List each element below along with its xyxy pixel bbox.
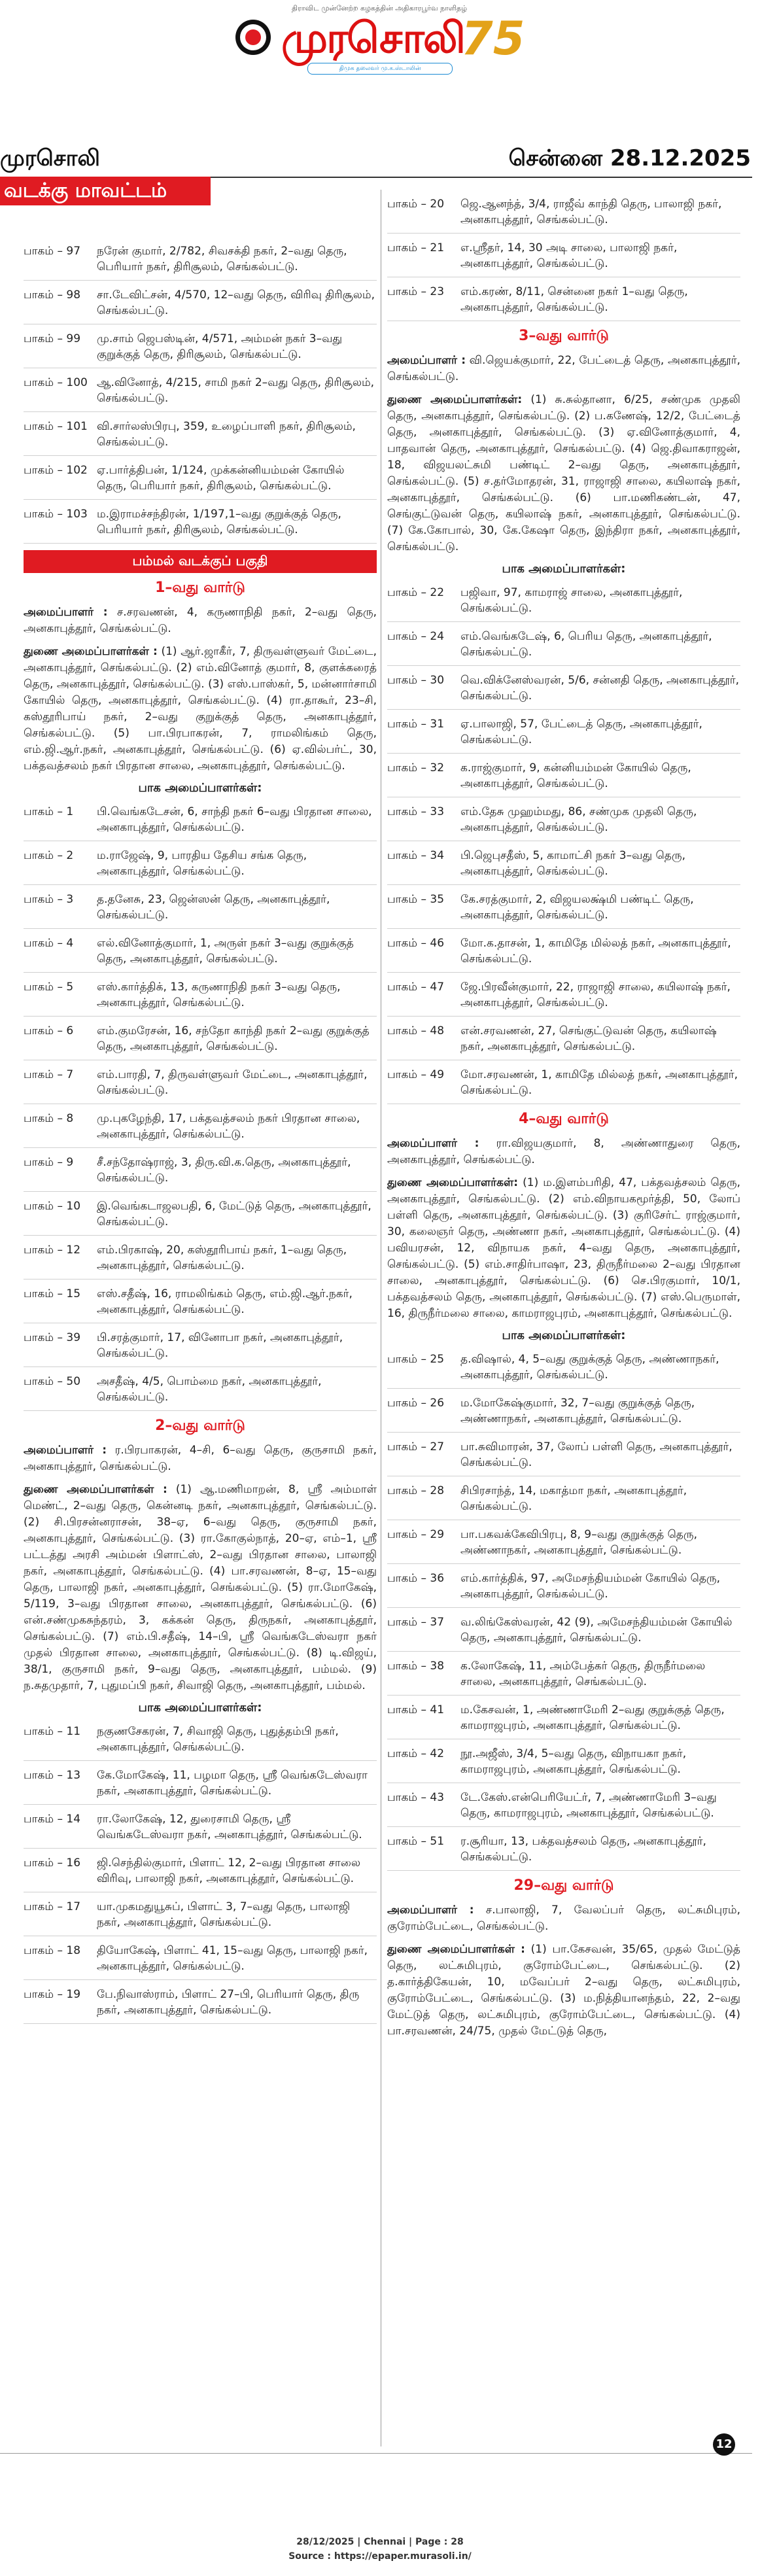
part-number: பாகம் – 19 xyxy=(24,1988,81,2001)
part-organiser-entry: எஸ்.சதீஷ், 16, ராமலிங்கம் தெரு, எம்.ஜி.ஆர்.நகர், அனகாபுத்தூர், செங்கல்பட்டு. xyxy=(97,1287,353,1316)
part-number: பாகம் – 9 xyxy=(24,1156,74,1169)
part-organiser-entry: ர.சூரியா, 13, பக்தவத்சலம் தெரு, அனகாபுத்தூர், செங்கல்பட்டு. xyxy=(460,1835,706,1864)
table-row xyxy=(24,848,377,885)
part-list xyxy=(387,196,740,321)
part-organiser-entry: கே.மோகேஷ், 11, பழமா தெரு, ஸ்ரீ வெங்கடேஸ்வரா நகர், அனகாபுத்தூர், செங்கல்பட்டு. xyxy=(97,1769,368,1798)
ward-title: 3–வது வார்டு xyxy=(519,328,609,344)
organiser: அமைப்பாளர் : ரா.விஜயகுமார், 8, அண்ணாதுரை தெரு, அனகாபுத்தூர், செங்கல்பட்டு. xyxy=(387,1137,741,1166)
table-row xyxy=(24,1067,377,1104)
part-organiser-entry: நூ.அஜீஸ், 3/4, 5–வது தெரு, விநாயகா நகர், காமராஜபுரம், அனகாபுத்தூர், செங்கல்பட்டு. xyxy=(460,1747,687,1776)
organiser: அமைப்பாளர் : ச.பாலாஜி, 7, வேலப்பர் தெரு, லட்சுமிபுரம், குரோம்பேட்டை, செங்கல்பட்டு. xyxy=(387,1904,740,1933)
part-organiser-entry: மு.புகழேந்தி, 17, பக்தவத்சலம் நகர் பிரதான சாலை, அனகாபுத்தூர், செங்கல்பட்டு. xyxy=(97,1112,360,1141)
table-row xyxy=(387,1571,740,1608)
table-row xyxy=(24,1811,377,1849)
ward-title: 29–வது வார்டு xyxy=(513,1877,614,1894)
part-number: பாகம் – 7 xyxy=(24,1068,74,1081)
part-organiser-entry: எல்.வினோத்குமார், 1, அருள் நகர் 3–வது குறுக்குத் தெரு, அனகாபுத்தூர், செங்கல்பட்டு. xyxy=(97,937,354,966)
part-number: பாகம் – 22 xyxy=(387,586,445,599)
table-row xyxy=(387,585,740,622)
ward-title: 1–வது வார்டு xyxy=(155,580,245,596)
bottom-rule xyxy=(0,2453,752,2454)
deputy-organisers: துணை அமைப்பாளர்கள் : (1) பா.கேசவன், 35/65, முதல் மேட்டுத் தெரு, லட்சுமிபுரம், குரோம்பேட்டை, செங்கல்பட்டு. (2) த.கார்த்திகேயன், 10, மவேப்பர் 2–வது தெரு, லட்சுமிபுரம், குரோம்பேட்டை, செங்கல்பட்டு. (3) ம.நித்தியானந்தம், 22, 2–வது மேட்டுத் தெரு, லட்சுமிபுரம், குரோம்பேட்டை, செங்கல்பட்டு. (4) பா.சரவணன், 24/75, முதல் மேட்டுத் தெரு, xyxy=(387,1943,740,2038)
part-organisers-heading: பாக அமைப்பாளர்கள்: xyxy=(502,562,626,576)
ward-title: 2–வது வார்டு xyxy=(155,1418,245,1434)
part-number: பாகம் – 27 xyxy=(387,1440,445,1453)
left-column xyxy=(24,243,377,2030)
part-number: பாகம் – 26 xyxy=(387,1397,445,1410)
table-row xyxy=(24,892,377,929)
table-row xyxy=(387,1658,740,1696)
part-organiser-entry: க.லோகேஷ், 11, அம்பேத்கர் தெரு, திருநீர்மலை சாலை, அனகாபுத்தூர், செங்கல்பட்டு. xyxy=(460,1660,706,1688)
part-list xyxy=(387,585,740,1104)
city-date: சென்னை 28.12.2025 xyxy=(508,145,751,171)
part-number: பாகம் – 16 xyxy=(24,1856,81,1870)
part-number: பாகம் – 29 xyxy=(387,1528,445,1541)
part-number: பாகம் – 25 xyxy=(387,1353,445,1366)
part-list xyxy=(387,1351,740,1871)
table-row xyxy=(24,462,377,500)
table-row xyxy=(24,287,377,324)
part-number: பாகம் – 13 xyxy=(24,1769,81,1782)
paper-name: முரசொலி xyxy=(0,145,100,171)
part-organiser-entry: பஜிவா, 97, காமராஜ் சாலை, அனகாபுத்தூர், செங்கல்பட்டு. xyxy=(460,586,683,615)
part-organiser-entry: யா.முகமதுயூசுப், பிளாட் 3, 7–வது தெரு, பாலாஜி நகர், அனகாபுத்தூர், செங்கல்பட்டு. xyxy=(97,1900,351,1929)
part-number: பாகம் – 99 xyxy=(24,332,81,345)
part-number: பாகம் – 21 xyxy=(387,241,445,254)
part-number: பாகம் – 43 xyxy=(387,1791,445,1804)
part-number: பாகம் – 6 xyxy=(24,1024,74,1037)
part-organiser-entry: எம்.பாரதி, 7, திருவள்ளுவர் மேட்டை, அனகாபுத்தூர், செங்கல்பட்டு. xyxy=(97,1068,368,1097)
part-organiser-entry: மோ.சரவணன், 1, காமிதே மில்லத் நகர், அனகாபுத்தூர், செங்கல்பட்டு. xyxy=(460,1068,738,1097)
table-row xyxy=(387,240,740,277)
part-organiser-entry: கே.சரத்குமார், 2, விஜயலக்ஷ்மி பண்டிட் தெரு, அனகாபுத்தூர், செங்கல்பட்டு. xyxy=(460,893,694,922)
part-organiser-entry: ஏ.பார்த்திபன், 1/124, முக்கன்னியம்மன் கோயில் தெரு, பெரியார் நகர், திரிசூலம், செங்கல்பட்டு. xyxy=(97,464,345,493)
table-row xyxy=(24,804,377,841)
table-row xyxy=(387,1527,740,1564)
table-row xyxy=(24,1111,377,1148)
organiser: அமைப்பாளர் : ர.பிரபாகரன், 4–சி, 6–வது தெரு, குருசாமி நகர், அனகாபுத்தூர், செங்கல்பட்டு. xyxy=(24,1444,377,1473)
table-row xyxy=(387,716,740,754)
right-column xyxy=(387,196,740,2046)
table-row xyxy=(24,331,377,368)
table-row xyxy=(24,506,377,544)
part-organiser-entry: டே.கேஸ்.என்பெரியேட்ர், 7, அண்ணாமேரி 3–வது தெரு, காமராஜபுரம், அனகாபுத்தூர், செங்கல்பட்டு. xyxy=(460,1791,717,1820)
part-organiser-entry: நகுணசேகரன், 7, சிவாஜி தெரு, புதுத்தம்பி நகர், அனகாபுத்தூர், செங்கல்பட்டு. xyxy=(97,1725,339,1754)
organiser: அமைப்பாளர் : வி.ஜெயக்குமார், 22, பேட்டைத் தெரு, அனகாபுத்தூர், செங்கல்பட்டு. xyxy=(387,354,741,383)
part-number: பாகம் – 38 xyxy=(387,1660,445,1673)
table-row xyxy=(387,196,740,234)
table-row xyxy=(387,1439,740,1476)
table-row xyxy=(387,935,740,973)
masthead-logo: முரசொலி xyxy=(281,14,464,63)
part-number: பாகம் – 4 xyxy=(24,937,74,950)
organiser: அமைப்பாளர் : ச.சரவணன், 4, கருணாநிதி நகர், 2–வது தெரு, அனகாபுத்தூர், செங்கல்பட்டு. xyxy=(24,606,377,635)
masthead xyxy=(0,0,760,92)
part-organiser-entry: எம்.கார்த்திக், 97, அமேசந்தியம்மன் கோயில் தெரு, அனகாபுத்தூர், செங்கல்பட்டு. xyxy=(460,1572,721,1601)
table-row xyxy=(24,935,377,973)
part-organiser-entry: இ.வெங்கடாஜலபதி, 6, மேட்டுத் தெரு, அனகாபுத்தூர், செங்கல்பட்டு. xyxy=(97,1200,371,1228)
part-organiser-entry: ஜே.பிரவீன்குமார், 22, ராஜாஜி சாலை, கயிலாஷ் நகர், அனகாபுத்தூர், செங்கல்பட்டு. xyxy=(460,981,731,1009)
part-number: பாகம் – 15 xyxy=(24,1287,81,1300)
part-organiser-entry: ம.கேசவன், 1, அண்ணாமேரி 2–வது குறுக்குத் தெரு, காமராஜபுரம், அனகாபுத்தூர், செங்கல்பட்டு. xyxy=(460,1703,725,1732)
part-organisers-heading: பாக அமைப்பாளர்கள்: xyxy=(138,1701,262,1714)
part-organiser-entry: ரா.லோகேஷ், 12, துரைசாமி தெரு, ஸ்ரீ வெங்கடேஸ்வரா நகர், அனகாபுத்தூர், செங்கல்பட்டு. xyxy=(97,1813,362,1841)
table-row xyxy=(24,1724,377,1761)
masthead-tagline: திராவிட முன்னேற்ற கழகத்தின் அதிகாரபூர்வ நாளிதழ் xyxy=(292,4,468,12)
part-organiser-entry: என்.சரவணன், 27, செங்குட்டுவன் தெரு, கயிலாஷ் நகர், அனகாபுத்தூர், செங்கல்பட்டு. xyxy=(460,1024,717,1053)
part-number: பாகம் – 48 xyxy=(387,1024,445,1037)
table-row xyxy=(387,979,740,1017)
part-organiser-entry: பே.நிவாஸ்ராம், பிளாட் 27–பி, பெரியார் தெரு, திரு நகர், அனகாபுத்தூர், செங்கல்பட்டு. xyxy=(97,1988,360,2017)
table-row xyxy=(24,1330,377,1367)
part-number: பாகம் – 47 xyxy=(387,981,445,994)
table-row xyxy=(24,1899,377,1936)
ward-title: 4–வது வார்டு xyxy=(519,1111,609,1127)
part-number: பாகம் – 1 xyxy=(24,805,74,818)
table-row xyxy=(24,1767,377,1805)
table-row xyxy=(387,892,740,929)
anniversary-badge: 75 xyxy=(461,12,525,65)
part-organiser-entry: பி.சரத்குமார், 17, வினோபா நகர், அனகாபுத்தூர், செங்கல்பட்டு. xyxy=(97,1331,343,1360)
part-organiser-entry: சா.டேவிட்சன், 4/570, 12–வது தெரு, விரிவு திரிசூலம், செங்கல்பட்டு. xyxy=(97,288,375,317)
section-title: வடக்கு மாவட்டம் xyxy=(0,177,211,205)
table-row xyxy=(24,1023,377,1060)
party-emblem-icon xyxy=(234,18,272,56)
table-row xyxy=(24,1943,377,1980)
table-row xyxy=(24,1286,377,1323)
part-number: பாகம் – 103 xyxy=(24,508,88,521)
table-row xyxy=(387,1702,740,1739)
table-row xyxy=(387,1483,740,1520)
table-row xyxy=(387,672,740,710)
part-number: பாகம் – 97 xyxy=(24,245,81,258)
table-row xyxy=(387,1834,740,1871)
part-organiser-entry: ஆ.வினோத், 4/215, சாமி நகர் 2–வது தெரு, திரிசூலம், செங்கல்பட்டு. xyxy=(97,376,375,405)
table-row xyxy=(387,1790,740,1827)
footer-source: Source : https://epaper.murasoli.in/ xyxy=(288,2551,472,2562)
table-row xyxy=(24,375,377,412)
part-organiser-entry: ம.ராஜேஷ், 9, பாரதிய தேசிய சங்க தெரு, அனகாபுத்தூர், செங்கல்பட்டு. xyxy=(97,849,307,878)
part-organiser-entry: சீ.சந்தோஷ்ராஜ், 3, திரு.வி.க.தெரு, அனகாபுத்தூர், செங்கல்பட்டு. xyxy=(97,1156,351,1185)
part-number: பாகம் – 37 xyxy=(387,1616,445,1629)
table-row xyxy=(387,1614,740,1652)
part-number: பாகம் – 20 xyxy=(387,198,445,211)
part-number: பாகம் – 101 xyxy=(24,420,88,433)
part-organiser-entry: சிபிரசாந்த், 14, மகாத்மா நகர், அனகாபுத்தூர், செங்கல்பட்டு. xyxy=(460,1484,687,1513)
table-row xyxy=(387,1351,740,1389)
part-organiser-entry: த.விஷால், 4, 5–வது குறுக்குத் தெரு, அண்ணாநகர், அனகாபுத்தூர், செங்கல்பட்டு. xyxy=(460,1353,719,1382)
part-organiser-entry: பா.பகவக்கேவிபிரபு, 8, 9–வது குறுக்குத் தெரு, அண்ணாநகர், அனகாபுத்தூர், செங்கல்பட்டு. xyxy=(460,1528,698,1557)
part-list xyxy=(24,804,377,1411)
part-number: பாகம் – 23 xyxy=(387,285,445,298)
part-number: பாகம் – 102 xyxy=(24,464,88,477)
part-number: பாகம் – 31 xyxy=(387,718,445,731)
part-number: பாகம் – 2 xyxy=(24,849,74,862)
part-number: பாகம் – 33 xyxy=(387,805,445,818)
part-number: பாகம் – 17 xyxy=(24,1900,81,1913)
table-row xyxy=(387,804,740,841)
table-row xyxy=(24,1242,377,1279)
table-row xyxy=(387,1023,740,1060)
part-number: பாகம் – 42 xyxy=(387,1747,445,1760)
part-number: பாகம் – 49 xyxy=(387,1068,445,1081)
table-row xyxy=(387,629,740,666)
part-organiser-entry: பா.சுவிமாரன், 37, லோப் பள்ளி தெரு, அனகாபுத்தூர், செங்கல்பட்டு. xyxy=(460,1440,733,1469)
deputy-organisers: துணை அமைப்பாளர்கள்: (1) ம.இளம்பரிதி, 47, பக்தவத்சலம் தெரு, அனகாபுத்தூர், செங்கல்பட்டு. (2) எம்.விநாயகமூர்த்தி, 50, லோப் பள்ளி தெரு, அனகாபுத்தூர், செங்கல்பட்டு. (3) குரிசேர்ட் ராஜ்குமார், 30, கலைஞர் தெரு, அண்ணா நகர், அனகாபுத்தூர், செங்கல்பட்டு. (4) பவியரசன், 12, விநாயக நகர், 4–வது தெரு, அனகாபுத்தூர், செங்கல்பட்டு. (5) எம்.சாதிர்பாஷா, 23, திருநீர்மலை 2–வது பிரதான சாலை, அனகாபுத்தூர், செங்கல்பட்டு. (6) செ.பிரகுமார், 10/1, பக்தவத்சலம் தெரு, அனகாபுத்தூர், செங்கல்பட்டு. (7) எஸ்.பெருமாள், 16, திருநீர்மலை சாலை, காமராஜபுரம், அனகாபுத்தூர், செங்கல்பட்டு. xyxy=(387,1176,740,1320)
part-list xyxy=(24,1724,377,2024)
table-row xyxy=(24,1374,377,1411)
deputy-organisers: துணை அமைப்பாளர்கள்: (1) சு.சுல்தானா, 6/25, சண்முக முதலி தெரு, அனகாபுத்தூர், செங்கல்பட்டு. (2) ப.கணேஷ், 12/2, பேட்டைத் தெரு, அனகாபுத்தூர், செங்கல்பட்டு. (3) ஏ.வினோத்குமார், 4, பாதவான் தெரு, அனகாபுத்தூர், செங்கல்பட்டு. (4) ஜெ.திவாகராஜன், 18, விஜயலட்சுமி பண்டிட் 2–வது தெரு, அனகாபுத்தூர், செங்கல்பட்டு. (5) ச.தர்மோதரன், 31, ராஜாஜி சாலை, கயிலாஷ் நகர், அனகாபுத்தூர், செங்கல்பட்டு. (6) பா.மணிகண்டன், 47, செங்குட்டுவன் தெரு, கயிலாஷ் நகர், அனகாபுத்தூர், செங்கல்பட்டு. (7) கே.கோபால், 30, கே.கேஷா தெரு, இந்திரா நகர், அனகாபுத்தூர், செங்கல்பட்டு. xyxy=(387,393,740,553)
area-title-bar: பம்மல் வடக்குப் பகுதி xyxy=(24,550,377,573)
table-row xyxy=(387,760,740,797)
table-row xyxy=(387,1395,740,1433)
part-organiser-entry: ஜெ.ஆனந்த், 3/4, ராஜீவ் காந்தி தெரு, பாலாஜி நகர், அனகாபுத்தூர், செங்கல்பட்டு. xyxy=(460,198,722,226)
part-organiser-entry: எம்.தேசு முஹம்மது, 86, சண்முக முதலி தெரு, அனகாபுத்தூர், செங்கல்பட்டு. xyxy=(460,805,697,834)
part-number: பாகம் – 8 xyxy=(24,1112,74,1125)
table-row xyxy=(24,1855,377,1892)
part-number: பாகம் – 41 xyxy=(387,1703,445,1716)
part-number: பாகம் – 50 xyxy=(24,1375,81,1388)
part-organiser-entry: ஜி.செந்தில்குமார், பிளாட் 12, 2–வது பிரதான சாலை விரிவு, பாலாஜி நகர், அனகாபுத்தூர், செங்கல்பட்டு. xyxy=(97,1856,360,1885)
part-organiser-entry: எம்.குமரேசன், 16, சந்தோ காந்தி நகர் 2–வது குறுக்குத் தெரு, அனகாபுத்தூர், செங்கல்பட்டு. xyxy=(97,1024,370,1053)
part-organiser-entry: எஸ்.கார்த்திக், 13, கருணாநிதி நகர் 3–வது தெரு, அனகாபுத்தூர், செங்கல்பட்டு. xyxy=(97,981,341,1009)
part-number: பாகம் – 39 xyxy=(24,1331,81,1344)
part-organiser-entry: மோ.க.தாசன், 1, காமிதே மில்லத் நகர், அனகாபுத்தூர், செங்கல்பட்டு. xyxy=(460,937,731,966)
part-number: பாகம் – 12 xyxy=(24,1244,81,1257)
part-organiser-entry: வி.சார்லஸ்பிரபு, 359, உழைப்பாளி நகர், திரிசூலம், செங்கல்பட்டு. xyxy=(97,420,356,449)
part-organiser-entry: ம.இராமச்சந்திரன், 1/197,1–வது குறுக்குத் தெரு, பெரியார் நகர், திரிசூலம், செங்கல்பட்டு. xyxy=(97,508,341,536)
part-organiser-entry: எம்.கரண், 8/11, சென்னை நகர் 1–வது தெரு, அனகாபுத்தூர், செங்கல்பட்டு. xyxy=(460,285,688,314)
table-row xyxy=(24,419,377,456)
table-row xyxy=(24,1155,377,1192)
table-row xyxy=(387,1067,740,1104)
part-number: பாகம் – 51 xyxy=(387,1835,445,1848)
part-number: பாகம் – 30 xyxy=(387,674,445,687)
part-number: பாகம் – 34 xyxy=(387,849,445,862)
part-organiser-entry: பி.ஜெபுசதீஸ், 5, காமாட்சி நகர் 3–வது தெரு, அனகாபுத்தூர், செங்கல்பட்டு. xyxy=(460,849,685,878)
part-organiser-entry: அசதீஷ், 4/5, பொம்மை நகர், அனகாபுத்தூர், செங்கல்பட்டு. xyxy=(97,1375,322,1404)
masthead-subtitle: திமுக தலைவர் மு.க.ஸ்டாலின் xyxy=(307,63,453,75)
table-row xyxy=(24,979,377,1017)
part-organiser-entry: வெ.விக்னேஸ்வரன், 5/6, சன்னதி தெரு, அனகாபுத்தூர், செங்கல்பட்டு. xyxy=(460,674,740,703)
part-organiser-entry: தியோகேஷ், பிளாட் 41, 15–வது தெரு, பாலாஜி நகர், அனகாபுத்தூர், செங்கல்பட்டு. xyxy=(97,1944,368,1973)
part-organiser-entry: ம.மோகேஷ்குமார், 32, 7–வது குறுக்குத் தெரு, அண்ணாநகர், அனகாபுத்தூர், செங்கல்பட்டு. xyxy=(460,1397,695,1425)
part-organiser-entry: மு.சாம் ஜெபஸ்டின், 4/571, அம்மன் நகர் 3–வது குறுக்குத் தெரு, திரிசூலம், செங்கல்பட்டு. xyxy=(97,332,343,361)
part-organiser-entry: வ.லிங்கேஸ்வரன், 42 (9), அமேசந்தியம்மன் கோயில் தெரு, அனகாபுத்தூர், செங்கல்பட்டு. xyxy=(460,1616,733,1645)
table-row xyxy=(387,284,740,321)
table-row xyxy=(24,1987,377,2024)
part-list xyxy=(24,243,377,544)
part-organiser-entry: பி.வெங்கடேசன், 6, சாந்தி நகர் 6–வது பிரதான சாலை, அனகாபுத்தூர், செங்கல்பட்டு. xyxy=(97,805,372,834)
part-number: பாகம் – 28 xyxy=(387,1484,445,1497)
part-number: பாகம் – 98 xyxy=(24,288,81,302)
part-organisers-heading: பாக அமைப்பாளர்கள்: xyxy=(138,781,262,795)
part-number: பாகம் – 5 xyxy=(24,981,74,994)
part-number: பாகம் – 14 xyxy=(24,1813,81,1826)
part-organiser-entry: ஏ.பாலாஜி, 57, பேட்டைத் தெரு, அனகாபுத்தூர், செங்கல்பட்டு. xyxy=(460,718,702,746)
deputy-organisers: துணை அமைப்பாளர்கள் : (1) ஆ.மணிமாறன், 8, ஸ்ரீ அம்மாள் மெண்ட், 2–வது தெரு, கென்னடி நகர், அனகாபுத்தூர், செங்கல்பட்டு. (2) சி.பிரசன்னராசன், 38–ஏ, 6–வது தெரு, குருசாமி நகர், அனகாபுத்தூர், செங்கல்பட்டு. (3) ரா.கோகுல்நாத், 20–ஏ, எம்–1, ஸ்ரீ பட்டத்து அரசி அம்மன் பிளாட்ஸ், 2–வது பிரதான சாலை, பாலாஜி நகர், அனகாபுத்தூர், செங்கல்பட்டு. (4) பா.சரவணன், 8–ஏ, 15–வது தெரு, பாலாஜி நகர், அனகாபுத்தூர், செங்கல்பட்டு. (5) ரா.மோகேஷ், 5/119, 3–வது பிரதான சாலை, அனகாபுத்தூர், செங்கல்பட்டு. (6) என்.சண்முகசுந்தரம், 3, கக்கன் தெரு, திருநகர், அனகாபுத்தூர், செங்கல்பட்டு. (7) எம்.பி.சதீஷ், 14–பி, ஸ்ரீ வெங்கடேஸ்வரா நகர் முதல் பிரதான சாலை, அனகாபுத்தூர், செங்கல்பட்டு. (8) டி.விஜய், 38/1, குருசாமி நகர், 9–வது தெரு, அனகாபுத்தூர், பம்மல். (9) ந.சுதமுதார், 7, புதுமப்பி நகர், சிவாஜி தெரு, அனகாபுத்தூர், பம்மல். xyxy=(24,1483,377,1692)
part-number: பாகம் – 35 xyxy=(387,893,445,906)
part-organiser-entry: எ.ஸ்ரீதர், 14, 30 அடி சாலை, பாலாஜி நகர், அனகாபுத்தூர், செங்கல்பட்டு. xyxy=(460,241,678,270)
part-number: பாகம் – 11 xyxy=(24,1725,81,1738)
part-number: பாகம் – 18 xyxy=(24,1944,81,1957)
part-number: பாகம் – 3 xyxy=(24,893,74,906)
part-organiser-entry: எம்.பிரகாஷ், 20, கஸ்தூரிபாய் நகர், 1–வது தெரு, அனகாபுத்தூர், செங்கல்பட்டு. xyxy=(97,1244,347,1272)
table-row xyxy=(24,1198,377,1236)
part-number: பாகம் – 32 xyxy=(387,761,445,775)
part-organiser-entry: க.ராஜ்குமார், 9, கன்னியம்மன் கோயில் தெரு, அனகாபுத்தூர், செங்கல்பட்டு. xyxy=(460,761,691,790)
deputy-organisers: துணை அமைப்பாளர்கள் : (1) ஆர்.ஜாகீர், 7, திருவள்ளுவர் மேட்டை, அனகாபுத்தூர், செங்கல்பட்டு. (2) எம்.வினோத் குமார், 8, குளக்கரைத் தெரு, அனகாபுத்தூர், செங்கல்பட்டு. (3) எஸ்.பாஸ்கர், 5, மன்னார்சாமி கோயில் தெரு, அனகாபுத்தூர், செங்கல்பட்டு. (4) ரா.தாகூர், 23–சி, கஸ்தூரிபாய் நகர், 2–வது குறுக்குத் தெரு, அனகாபுத்தூர், செங்கல்பட்டு. (5) பா.பிரபாகரன், 7, ராமலிங்கம் தெரு, எம்.ஜி.ஆர்.நகர், அனகாபுத்தூர், செங்கல்பட்டு. (6) ஏ.வில்பர்ட், 30, பக்தவத்சலம் நகர் பிரதான சாலை, அனகாபுத்தூர், செங்கல்பட்டு. xyxy=(24,645,377,773)
part-organiser-entry: எம்.வெங்கடேஷ், 6, பெரிய தெரு, அனகாபுத்தூர், செங்கல்பட்டு. xyxy=(460,630,712,659)
part-number: பாகம் – 24 xyxy=(387,630,445,643)
table-row xyxy=(387,848,740,885)
part-number: பாகம் – 46 xyxy=(387,937,445,950)
part-organiser-entry: நரேன் குமார், 2/782, சிவசக்தி நகர், 2–வது தெரு, பெரியார் நகர், திரிசூலம், செங்கல்பட்டு. xyxy=(97,245,347,273)
part-organiser-entry: த.தனேசு, 23, ஜென்ஸன் தெரு, அனகாபுத்தூர், செங்கல்பட்டு. xyxy=(97,893,330,922)
table-row xyxy=(24,243,377,281)
part-number: பாகம் – 10 xyxy=(24,1200,81,1213)
part-number: பாகம் – 36 xyxy=(387,1572,445,1585)
page-number: 12 xyxy=(713,2433,735,2456)
table-row xyxy=(387,1746,740,1783)
part-organisers-heading: பாக அமைப்பாளர்கள்: xyxy=(502,1329,626,1342)
part-number: பாகம் – 100 xyxy=(24,376,88,389)
footer-edition: 28/12/2025 | Chennai | Page : 28 xyxy=(296,2537,464,2547)
